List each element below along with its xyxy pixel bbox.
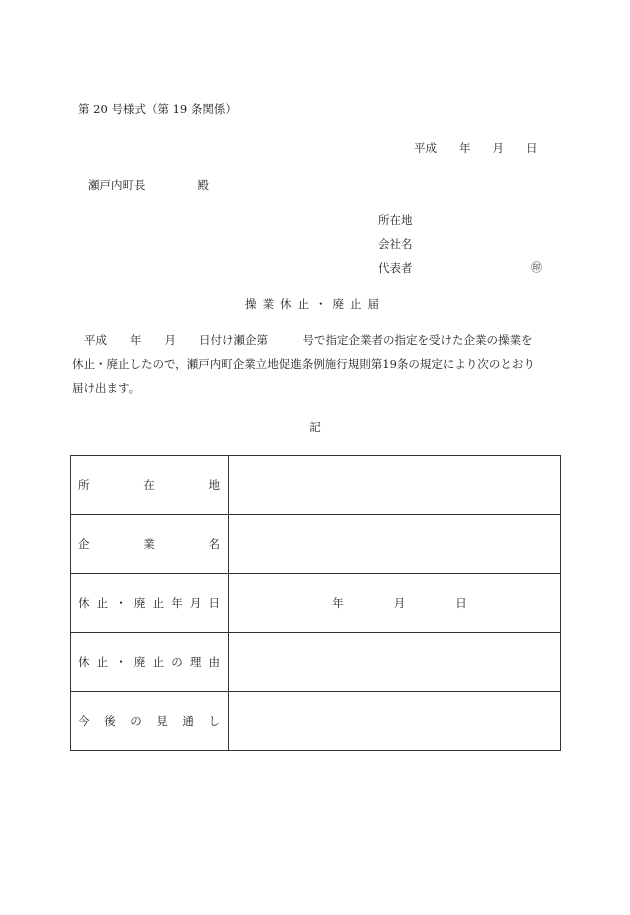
row-label-char: 理 — [189, 655, 202, 669]
row-label-char: 廃 — [133, 596, 146, 610]
date-year: 年 — [459, 141, 471, 155]
date-era: 平成 — [414, 141, 437, 155]
row-label — [71, 536, 228, 552]
row-label-char: 今 — [78, 714, 90, 728]
row-label-cell — [71, 574, 229, 633]
row-label-cell — [71, 456, 229, 515]
row-label-char: し — [208, 714, 220, 728]
row-label — [71, 477, 228, 493]
row-label-char: ・ — [115, 596, 127, 610]
row-label-char: 年 — [171, 596, 183, 610]
row-label-char: 見 — [156, 714, 168, 728]
row-label-char: ・ — [115, 655, 127, 669]
row-label-char: 企 — [78, 537, 90, 551]
row-label-char: 月 — [189, 596, 202, 610]
row-value-date — [229, 595, 560, 611]
applicant-representative-label: 代表者 — [378, 261, 413, 275]
row-label-char: 日 — [208, 596, 220, 610]
date-day: 日 — [526, 141, 538, 155]
row-label-char: 後 — [104, 714, 116, 728]
date-month: 月 — [492, 141, 504, 155]
row-label-char: 所 — [78, 478, 90, 492]
row-label-char: 止 — [152, 655, 165, 669]
row-value-date-part: 月 — [393, 596, 406, 610]
body-line-3: 届け出ます。 — [72, 381, 141, 395]
row-label-char: 止 — [96, 655, 109, 669]
row-value-field[interactable] — [229, 692, 561, 751]
row-label-cell — [71, 633, 229, 692]
row-label-char: 通 — [182, 714, 194, 728]
row-value-date-part: 日 — [455, 596, 467, 610]
row-value-field[interactable] — [229, 515, 561, 574]
row-label-char: の — [130, 714, 142, 728]
submission-date — [414, 140, 538, 156]
row-label-char: 由 — [208, 655, 220, 669]
table-row — [71, 515, 561, 574]
row-value-field[interactable] — [229, 574, 561, 633]
row-label-char: 休 — [78, 596, 90, 610]
row-label — [71, 713, 228, 729]
body-text — [72, 328, 562, 400]
applicant-location-label: 所在地 — [378, 213, 413, 227]
addressee — [88, 177, 209, 193]
table-row — [71, 574, 561, 633]
table-row — [71, 633, 561, 692]
row-label-cell — [71, 515, 229, 574]
addressee-honorific: 殿 — [197, 178, 209, 192]
body-line-2: 休止・廃止したので，瀬戸内町企業立地促進条例施行規則第19条の規定により次のとおり — [72, 357, 535, 371]
row-label-char: 在 — [143, 478, 155, 492]
row-label — [71, 595, 228, 611]
row-label-char: 止 — [152, 596, 165, 610]
row-label-char: 業 — [143, 537, 155, 551]
details-table — [70, 455, 561, 751]
row-label-char: 廃 — [133, 655, 146, 669]
form-number: 第 20 号様式（第 19 条関係） — [78, 102, 237, 116]
row-label-char: 地 — [208, 478, 220, 492]
row-value-field[interactable] — [229, 633, 561, 692]
row-label-char: の — [171, 655, 183, 669]
ki-heading: 記 — [309, 420, 321, 434]
document-title: 操業休止・廃止届 — [245, 297, 385, 311]
row-label-char: 休 — [78, 655, 90, 669]
addressee-name: 瀬戸内町長 — [88, 178, 146, 192]
row-label-cell — [71, 692, 229, 751]
row-label — [71, 654, 228, 670]
row-value-date-part: 年 — [332, 596, 344, 610]
table-row — [71, 692, 561, 751]
table-row — [71, 456, 561, 515]
applicant-company-label: 会社名 — [378, 237, 413, 251]
row-value-field[interactable] — [229, 456, 561, 515]
row-label-char: 名 — [208, 537, 220, 551]
seal-mark: ㊞ — [531, 261, 542, 274]
body-line-1: 平成 年 月 日付け瀬企第 号で指定企業者の指定を受けた企業の操業を — [84, 333, 533, 347]
row-label-char: 止 — [96, 596, 109, 610]
